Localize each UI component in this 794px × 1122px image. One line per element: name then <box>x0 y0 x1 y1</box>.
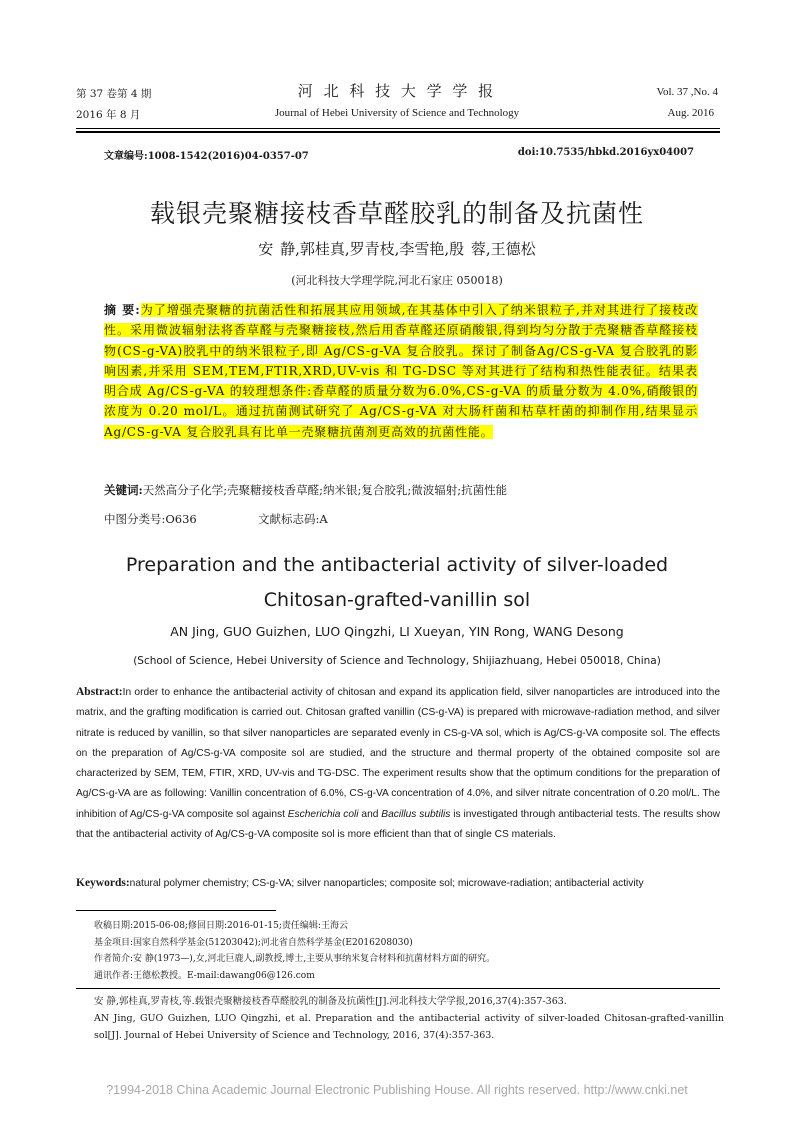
article-number: 文章编号:1008-1542(2016)04-0357-07 <box>104 151 309 162</box>
title-en-line2: Chitosan-grafted-vanillin sol <box>263 589 531 611</box>
species-b-subtilis: Bacillus subtilis <box>381 808 451 820</box>
abstract-en-label: Abstract: <box>76 686 123 698</box>
keywords-cn-label: 关键词: <box>104 483 143 497</box>
keywords-cn <box>104 482 507 498</box>
title-cn: 载银壳聚糖接枝香草醛胶乳的制备及抗菌性 <box>149 199 644 228</box>
footnote-rule <box>76 910 276 911</box>
authors-en: AN Jing, GUO Guizhen, LUO Qingzhi, LI Xueyan, YIN Rong, WANG Desong <box>170 624 624 639</box>
header-date-cn: 2016 年 8 月 <box>76 109 141 121</box>
footnote-funding: 基金项目:国家自然科学基金(51203042);河北省自然科学基金(E2016208030) <box>94 937 413 948</box>
footnote-corresponding: 通讯作者:王德松教授。E-mail:dawang06@126.com <box>94 970 315 981</box>
citation-cn: 安 静,郭桂真,罗青枝,等.载银壳聚糖接枝香草醛胶乳的制备及抗菌性[J].河北科技大学学报,2016,37(4):357-363. <box>94 996 567 1007</box>
affiliation-en: (School of Science, Hebei University of Science and Technology, Shijiazhuang, Hebei 050018, China) <box>133 655 661 667</box>
citation-en: AN Jing, GUO Guizhen, LUO Qingzhi, et al. Preparation and the antibacterial activity of silver-loaded Chitosan-grafted-vanillin sol[J]. Journal of Hebei University of Science and Technology, 2016, 37(4):357-363. <box>94 1013 724 1041</box>
abstract-en <box>76 682 720 845</box>
species-e-coli: Escherichia coli <box>287 808 359 820</box>
abstract-cn <box>104 300 698 442</box>
title-en-line1: Preparation and the antibacterial activity of silver-loaded <box>125 554 669 576</box>
keywords-cn-text: 天然高分子化学;壳聚糖接枝香草醛;纳米银;复合胶乳;微波辐射;抗菌性能 <box>142 483 508 497</box>
footnote-author-bio: 作者简介:安 静(1973—),女,河北巨鹿人,副教授,博士,主要从事纳米复合材料和抗菌材料方面的研究。 <box>94 954 496 964</box>
class-number: 中图分类号:O636 <box>104 512 197 526</box>
header-journal-en: Journal of Hebei University of Science and Technology <box>274 107 520 119</box>
header-volume-en: Vol. 37 ,No. 4 <box>656 86 718 98</box>
header-rule-bottom <box>76 131 720 133</box>
copyright-notice: ?1994-2018 China Academic Journal Electronic Publishing House. All rights reserved. http://www.cnki.net <box>106 1083 688 1097</box>
footnote-received: 收稿日期:2015-06-08;修回日期:2016-01-15;责任编辑:王海云 <box>94 921 348 931</box>
footnotes <box>94 918 724 984</box>
authors-cn: 安 静,郭桂真,罗青枝,李雪艳,殷 蓉,王德松 <box>258 240 536 258</box>
abstract-en-and: and <box>358 808 382 820</box>
keywords-en <box>76 877 720 889</box>
header-date-en: Aug. 2016 <box>667 107 714 119</box>
affiliation-cn: (河北科技大学理学院,河北石家庄 050018) <box>291 274 503 287</box>
citation-rule <box>76 988 720 989</box>
abstract-cn-label: 摘 要: <box>104 303 141 317</box>
keywords-en-text: natural polymer chemistry; CS-g-VA; silver nanoparticles; composite sol; microwave-radiation; antibacterial activity <box>129 878 644 889</box>
header-volume-cn: 第 37 卷第 4 期 <box>76 88 152 100</box>
header-journal-cn: 河 北 科 技 大 学 学 报 <box>297 82 497 100</box>
abstract-cn-text: 为了增强壳聚糖的抗菌活性和拓展其应用领域,在其基体中引入了纳米银粒子,并对其进行了接枝改性。采用微波辐射法将香草醛与壳聚糖接枝,然后用香草醛还原硝酸银,得到均匀分散于壳聚糖香草醛接枝物(CS-g-VA)胶乳中的纳米银粒子,即 Ag/CS-g-VA 复合胶乳。探讨了制备Ag/CS-g-VA 复合胶乳的影响因素,并采用 SEM,TEM,FTIR,XRD,UV-vis 和 TG-DSC 等对其进行了结构和热性能表征。结果表明合成 Ag/CS-g-VA 的较理想条件:香草醛的质量分数为6.0%,CS-g-VA 的质量分数为 4.0%,硝酸银的浓度为 0.20 mol/L。通过抗菌测试研究了 Ag/CS-g-VA 对大肠杆菌和枯草杆菌的抑制作用,结果显示 Ag/CS-g-VA 复合胶乳具有比单一壳聚糖抗菌剂更高效的抗菌性能。 <box>104 303 698 439</box>
document-code: 文献标志码:A <box>258 512 328 526</box>
header-rule-top <box>76 128 720 129</box>
abstract-en-text-2: is investigated through antibacterial tests. The results show that the antibacterial activity of Ag/CS-g-VA composite sol is more efficient than that of single CS materials. <box>76 808 720 841</box>
abstract-en-text-1: In order to enhance the antibacterial activity of chitosan and expand its application field, silver nanoparticles are introduced into the matrix, and the grafting modification is carried out. Chitosan grafted vanillin (CS-g-VA) is prepared with microwave-radiation method, and silver nitrate is reduced by vanillin, so that silver nanoparticles are separated evenly in CS-g-VA sol, which is Ag/CS-g-VA composite sol. The effects on the preparation of Ag/CS-g-VA composite sol are studied, and the structure and thermal property of the obtained composite sol are characterized by SEM, TEM, FTIR, XRD, UV-vis and TG-DSC. The experiment results show that the optimum conditions for the preparation of Ag/CS-g-VA are as following: Vanillin concentration of 6.0%, CS-g-VA concentration of 4.0%, and silver nitrate concentration of 0.20 mol/L. The inhibition of Ag/CS-g-VA composite sol against <box>76 687 720 820</box>
doi: doi:10.7535/hbkd.2016yx04007 <box>517 147 694 158</box>
keywords-en-label: Keywords: <box>76 877 130 889</box>
